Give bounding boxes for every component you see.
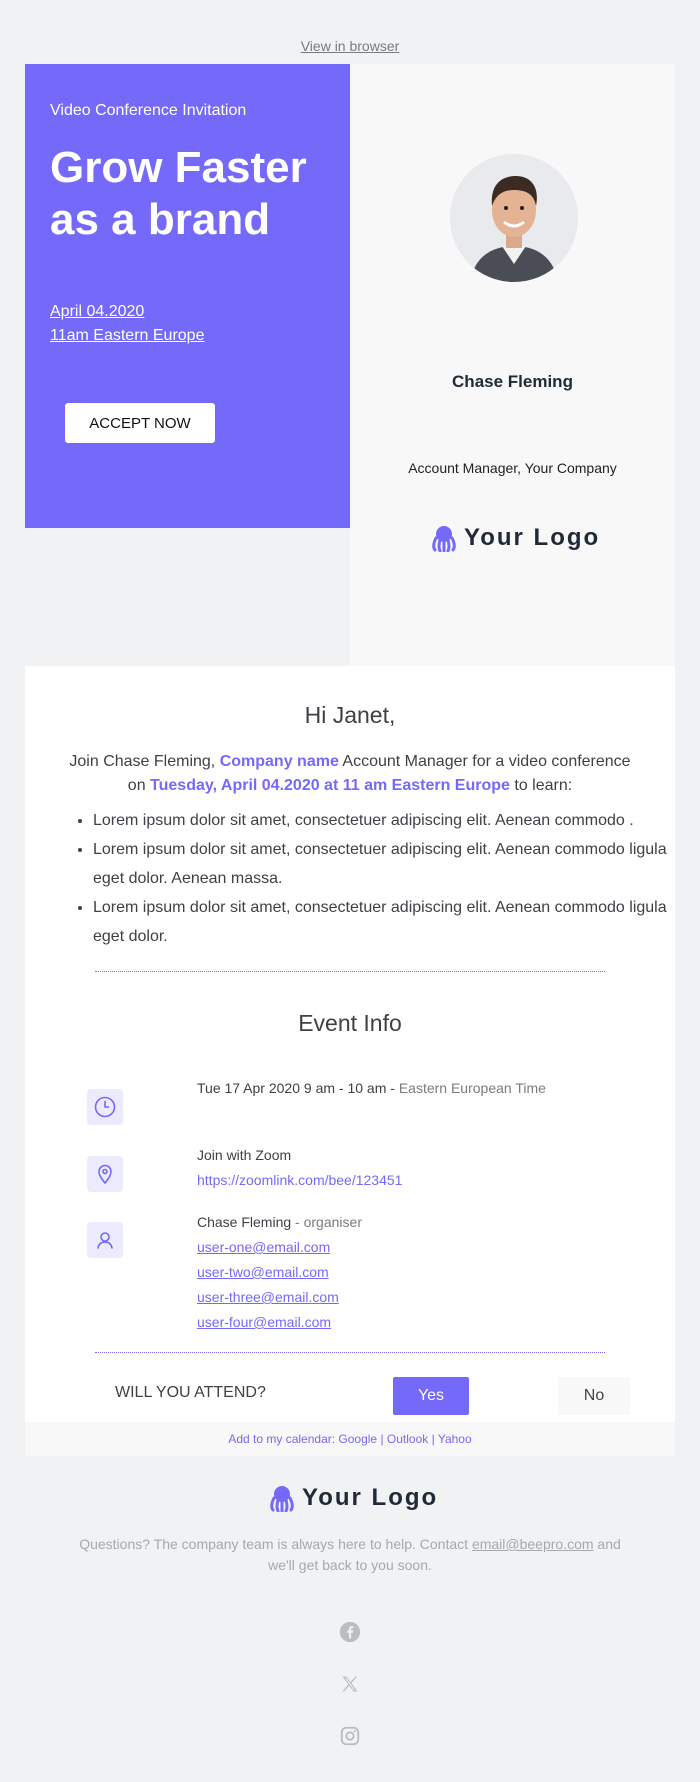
organiser-role: organiser <box>303 1214 362 1230</box>
profile-panel <box>350 64 675 666</box>
calendar-prefix: Add to my calendar: <box>228 1432 339 1446</box>
organiser <box>197 1210 362 1235</box>
message-body <box>25 666 675 1422</box>
user-icon-box <box>87 1222 123 1258</box>
calendar-bar <box>25 1422 675 1456</box>
footer-help-text <box>70 1534 630 1576</box>
event-location <box>197 1143 402 1193</box>
event-timezone: Eastern European Time <box>398 1080 546 1096</box>
yes-button[interactable]: Yes <box>393 1377 469 1415</box>
location-icon-box <box>87 1156 123 1192</box>
attendee-email[interactable]: user-one@email.com <box>197 1239 331 1255</box>
instagram-icon[interactable] <box>338 1724 362 1748</box>
event-time <box>197 1076 546 1101</box>
octopus-logo-icon <box>268 1484 296 1512</box>
company-name: Company name <box>219 753 339 770</box>
hero-panel <box>25 64 350 528</box>
list-item: • Lorem ipsum dolor sit amet, consectetuer adipiscing elit. Aenean commodo . <box>93 806 673 835</box>
separator: | <box>428 1432 438 1446</box>
hero-date-line1[interactable]: April 04.2020 <box>50 303 145 320</box>
person-name: Chase Fleming <box>452 372 573 391</box>
outlook-calendar-link[interactable]: Outlook <box>386 1432 429 1446</box>
avatar-photo <box>450 154 578 282</box>
intro-date: Tuesday, April 04.2020 at 11 am Eastern Europe <box>150 777 510 794</box>
footer-logo-text: Your Logo <box>302 1484 439 1511</box>
footer-text-part: and we'll get back to you soon. <box>268 1536 621 1573</box>
list-item: • Lorem ipsum dolor sit amet, consectetuer adipiscing elit. Aenean commodo ligula eget dolor. <box>93 893 673 951</box>
x-icon[interactable] <box>338 1672 362 1696</box>
intro-text <box>65 750 635 798</box>
facebook-icon[interactable] <box>338 1620 362 1644</box>
greeting: Hi Janet, <box>304 702 396 728</box>
footer-email-link[interactable]: email@beepro.com <box>471 1536 594 1552</box>
clock-icon <box>93 1095 117 1119</box>
organiser-name: Chase Fleming <box>197 1214 292 1230</box>
hero-date-line2[interactable]: 11am Eastern Europe <box>50 327 205 344</box>
accept-now-button[interactable]: ACCEPT NOW <box>65 403 215 443</box>
map-pin-icon <box>93 1162 117 1186</box>
yahoo-calendar-link[interactable]: Yahoo <box>437 1432 472 1446</box>
separator: | <box>377 1432 387 1446</box>
footer-text-part: Questions? The company team is always here to help. Contact <box>79 1536 472 1552</box>
hero-date[interactable] <box>50 300 204 348</box>
divider <box>95 971 605 972</box>
attendee-email[interactable]: user-four@email.com <box>197 1314 332 1330</box>
clock-icon-box <box>87 1089 123 1125</box>
avatar <box>450 154 578 282</box>
separator: - <box>291 1214 304 1230</box>
separator: - <box>386 1080 399 1096</box>
intro-part: to learn: <box>509 777 573 794</box>
no-button[interactable]: No <box>558 1377 630 1415</box>
hero-headline: Grow Faster as a brand <box>50 143 307 244</box>
person-role: Account Manager, Your Company <box>408 460 617 476</box>
join-label: Join with Zoom <box>197 1147 292 1163</box>
brand-logo <box>430 524 600 552</box>
view-in-browser-link[interactable]: View in browser <box>300 38 400 54</box>
hero-subtitle: Video Conference Invitation <box>50 102 247 119</box>
event-info-title: Event Info <box>298 1010 402 1036</box>
topic-list <box>69 806 673 951</box>
octopus-logo-icon <box>430 524 458 552</box>
user-icon <box>93 1228 117 1252</box>
intro-part: Account Manager for a video conference on <box>127 753 631 794</box>
intro-part: Join Chase Fleming, <box>69 753 220 770</box>
attend-question: WILL YOU ATTEND? <box>115 1384 266 1401</box>
attendee-email[interactable]: user-three@email.com <box>197 1289 339 1305</box>
divider <box>95 1352 605 1353</box>
zoom-link[interactable]: https://zoomlink.com/bee/123451 <box>197 1172 403 1188</box>
list-item: • Lorem ipsum dolor sit amet, consectetuer adipiscing elit. Aenean commodo ligula eget dolor. Aenean massa. <box>93 835 673 893</box>
event-time-value: Tue 17 Apr 2020 9 am - 10 am <box>197 1080 387 1096</box>
brand-logo-text: Your Logo <box>464 524 601 551</box>
attendee-email[interactable]: user-two@email.com <box>197 1264 329 1280</box>
google-calendar-link[interactable]: Google <box>338 1432 378 1446</box>
footer-logo <box>268 1484 438 1512</box>
event-attendees <box>197 1210 362 1335</box>
